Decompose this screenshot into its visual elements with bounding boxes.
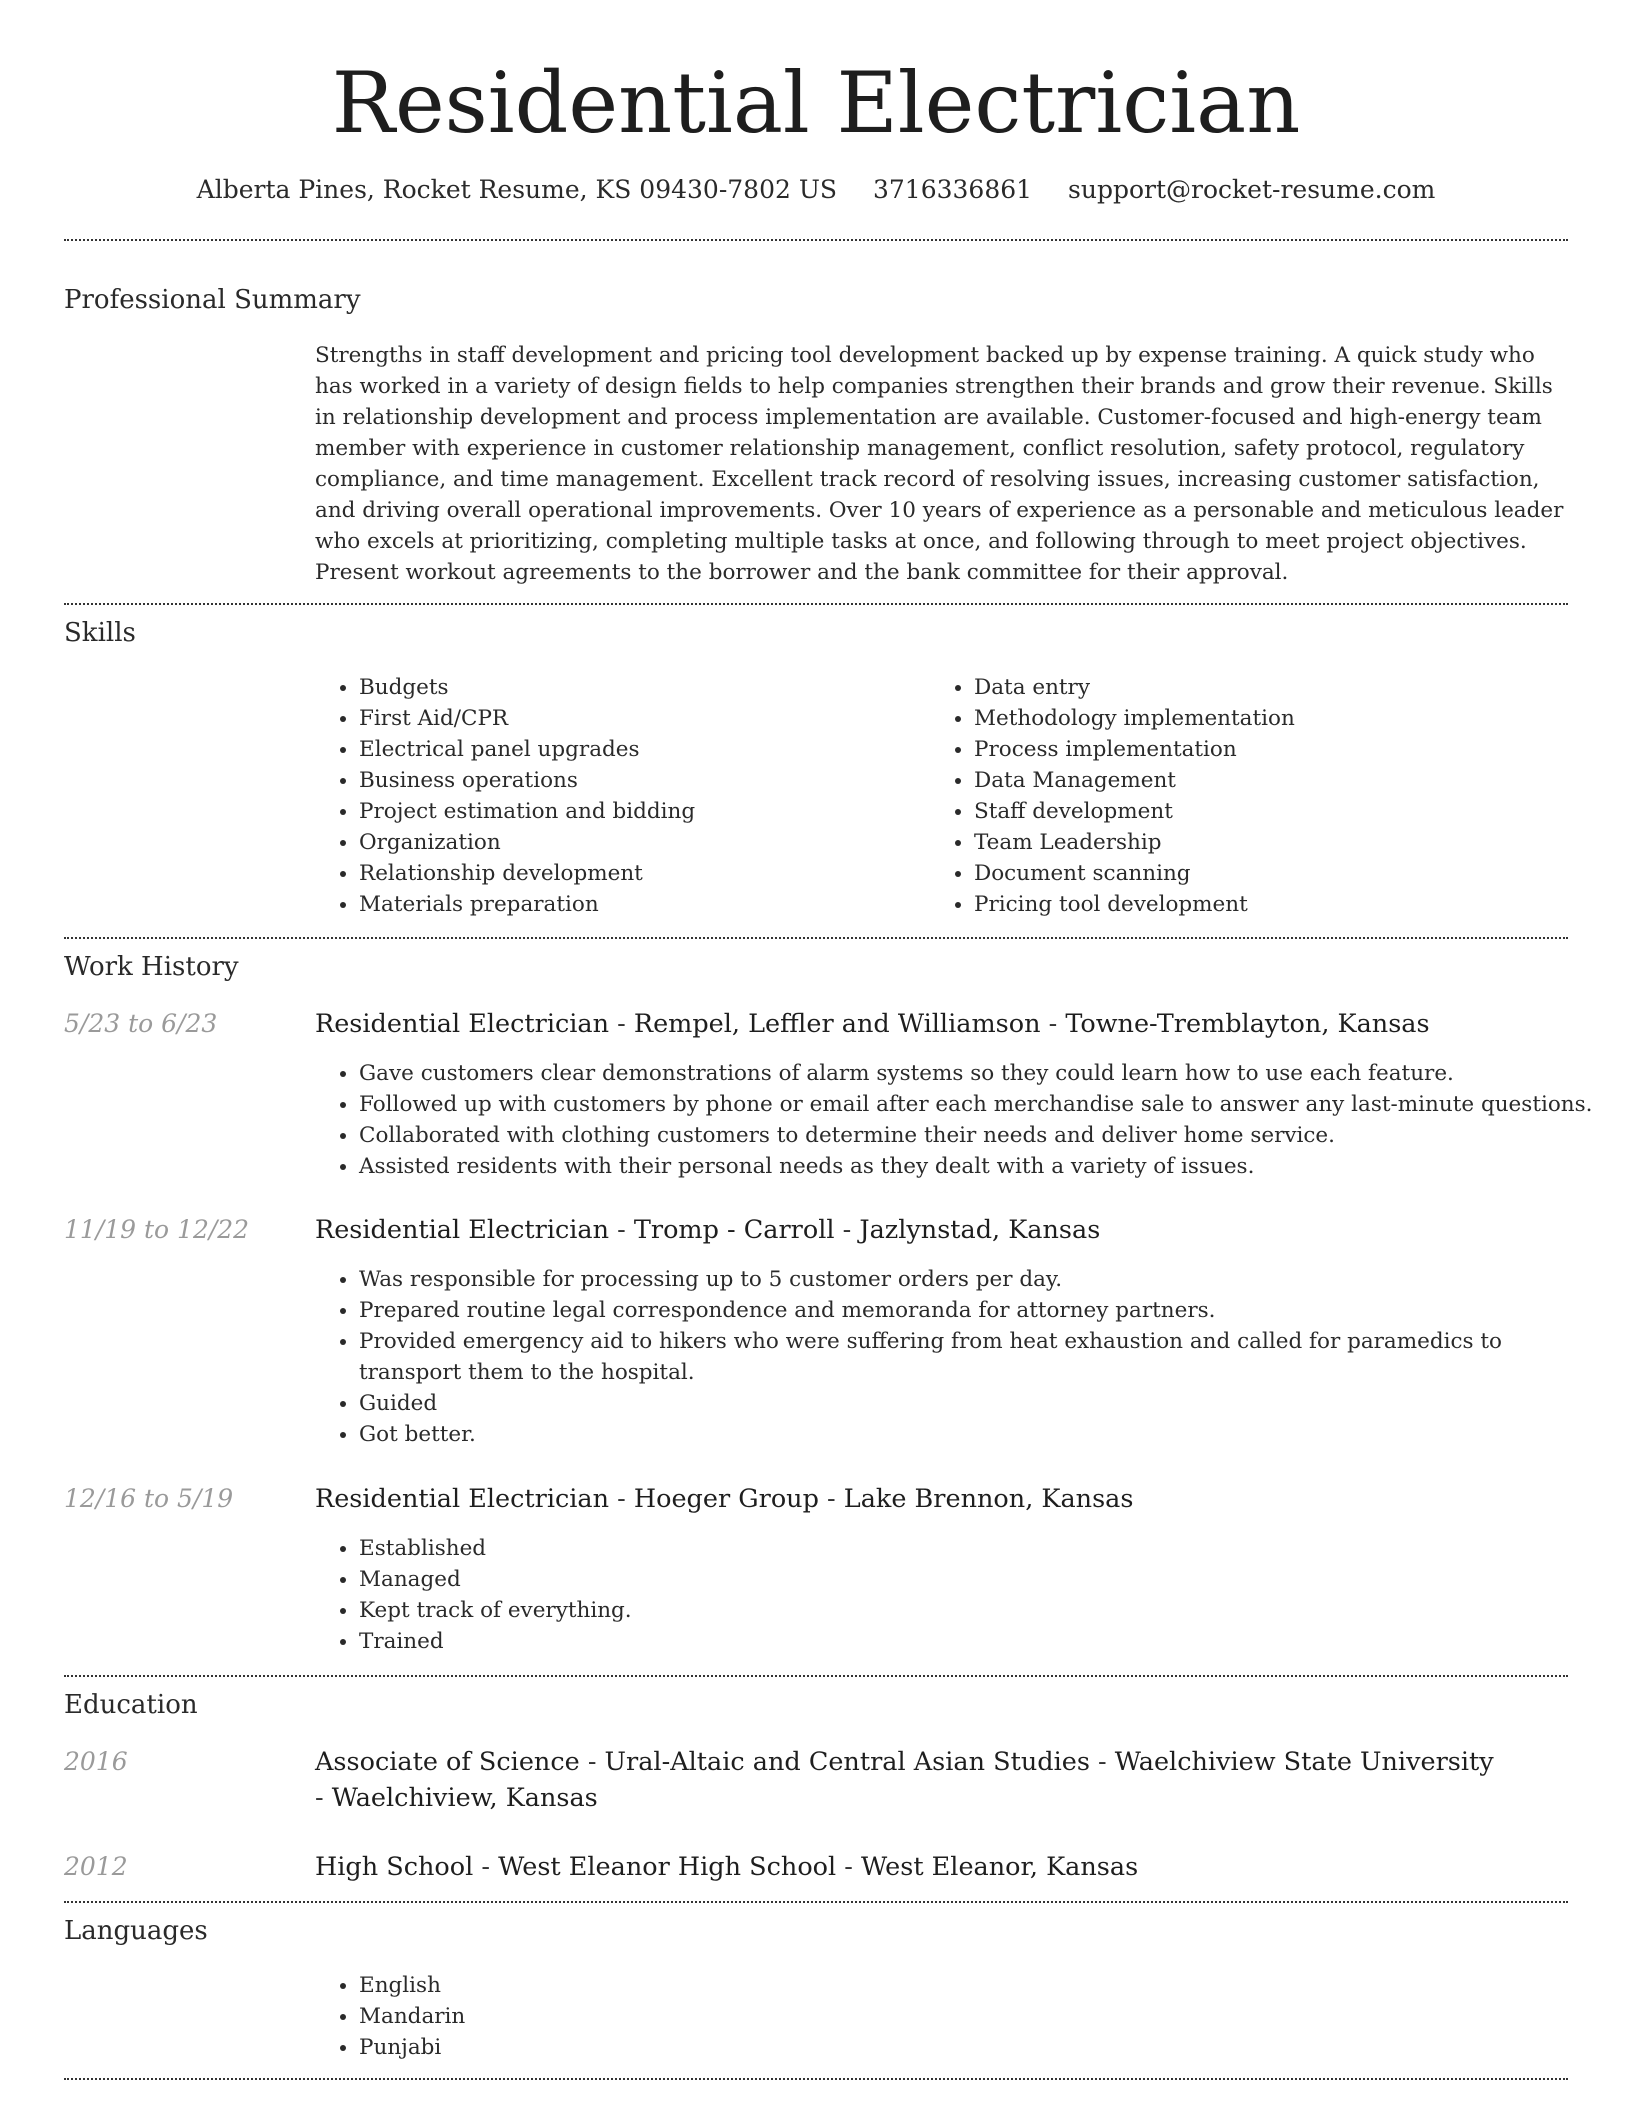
job-location: Jazlynstad, Kansas: [859, 1215, 1101, 1245]
skill-item: • Materials preparation: [359, 889, 919, 920]
education-degree: Associate of Science: [315, 1747, 580, 1777]
education-year: 2012: [64, 1852, 128, 1881]
job-bullets: [315, 1264, 1611, 1450]
job-bullet: • Got better.: [359, 1419, 1611, 1450]
skill-item: • Business operations: [359, 765, 919, 796]
job-company: Hoeger Group: [633, 1484, 819, 1514]
job-bullet: • Trained: [359, 1626, 1611, 1657]
section-title-summary: Professional Summary: [64, 285, 361, 315]
language-item: • English: [359, 1970, 959, 2001]
skill-item: • Team Leadership: [974, 827, 1574, 858]
skill-item: • Relationship development: [359, 858, 919, 889]
divider: [64, 2078, 1568, 2080]
job-bullet: • Was responsible for processing up to 5 customer orders per day.: [359, 1264, 1611, 1295]
education-heading: High School - West Eleanor High School - West Eleanor, Kansas: [315, 1852, 1139, 1882]
skill-item: • Pricing tool development: [974, 889, 1574, 920]
resume-title: Residential Electrician: [331, 54, 1301, 152]
divider: [64, 937, 1568, 939]
skill-item: • Staff development: [974, 796, 1574, 827]
job-dates: 5/23 to 6/23: [64, 1009, 218, 1038]
job-heading: Residential Electrician - Rempel, Leffler and Williamson - Towne-Tremblayton, Kansas: [315, 1009, 1430, 1039]
job-bullet: • Assisted residents with their personal needs as they dealt with a variety of issues.: [359, 1151, 1611, 1182]
job-bullets: [315, 1058, 1611, 1182]
divider: [64, 239, 1568, 241]
education-field: Ural-Altaic and Central Asian Studies: [604, 1747, 1090, 1777]
job-bullets: [315, 1533, 1611, 1657]
job-bullet: • Gave customers clear demonstrations of alarm systems so they could learn how to use each feature.: [359, 1058, 1611, 1089]
language-item: • Punjabi: [359, 2032, 959, 2063]
job-company: Tromp - Carroll: [633, 1215, 835, 1245]
section-title-education: Education: [64, 1690, 198, 1720]
contact-line: [0, 170, 1632, 210]
skills-list-left: [315, 672, 919, 920]
job-bullet: • Followed up with customers by phone or email after each merchandise sale to answer any last-minute questions.: [359, 1089, 1611, 1120]
job-bullet: • Guided: [359, 1388, 1611, 1419]
job-dates: 12/16 to 5/19: [64, 1484, 234, 1513]
skills-list-right: [930, 672, 1574, 920]
job-heading: Residential Electrician - Hoeger Group - Lake Brennon, Kansas: [315, 1484, 1134, 1514]
education-degree: High School: [315, 1852, 474, 1882]
education-heading: Associate of Science - Ural-Altaic and Central Asian Studies - Waelchiview State University - Waelchiview, Kansas: [315, 1747, 1494, 1813]
languages-list: [315, 1970, 959, 2063]
job-role: Residential Electrician: [315, 1215, 610, 1245]
education-year: 2016: [64, 1747, 128, 1776]
education-location: West Eleanor, Kansas: [861, 1852, 1139, 1882]
section-title-work-history: Work History: [64, 952, 239, 982]
divider: [64, 603, 1568, 605]
skill-item: • Project estimation and bidding: [359, 796, 919, 827]
skill-item: • Organization: [359, 827, 919, 858]
job-company: Rempel, Leffler and Williamson: [633, 1009, 1041, 1039]
skill-item: • Data Management: [974, 765, 1574, 796]
job-role: Residential Electrician: [315, 1484, 610, 1514]
job-bullet: • Collaborated with clothing customers to determine their needs and deliver home service.: [359, 1120, 1611, 1151]
education-location: Waelchiview, Kansas: [331, 1783, 598, 1813]
education-school: West Eleanor High School: [498, 1852, 837, 1882]
job-bullet: • Kept track of everything.: [359, 1595, 1611, 1626]
contact-address: Alberta Pines, Rocket Resume, KS 09430-7802 US: [196, 175, 838, 204]
section-title-skills: Skills: [64, 618, 136, 648]
summary-text: Strengths in staff development and pricing tool development backed up by expense training. A quick study who has worked in a variety of design fields to help companies strengthen their brands and grow their revenue. Skills in relationship development and process implementation are available. Customer-focused and high-energy team member with experience in customer relationship management, conflict resolution, safety protocol, regulatory compliance, and time management. Excellent track record of resolving issues, increasing customer satisfaction, and driving overall operational improvements. Over 10 years of experience as a personable and meticulous leader who excels at prioritizing, completing multiple tasks at once, and following through to meet project objectives. Present workout agreements to the borrower and the bank committee for their approval.: [315, 343, 1564, 585]
section-title-languages: Languages: [64, 1916, 208, 1946]
skill-item: • Data entry: [974, 672, 1574, 703]
skill-item: • Methodology implementation: [974, 703, 1574, 734]
job-location: Towne-Tremblayton, Kansas: [1065, 1009, 1430, 1039]
contact-email: support@rocket-resume.com: [1068, 175, 1436, 204]
skill-item: • First Aid/CPR: [359, 703, 919, 734]
skill-item: • Electrical panel upgrades: [359, 734, 919, 765]
divider: [64, 1675, 1568, 1677]
skill-item: • Document scanning: [974, 858, 1574, 889]
contact-phone: 3716336861: [873, 175, 1033, 204]
job-bullet: • Established: [359, 1533, 1611, 1564]
job-role: Residential Electrician: [315, 1009, 610, 1039]
skill-item: • Process implementation: [974, 734, 1574, 765]
skill-item: • Budgets: [359, 672, 919, 703]
job-dates: 11/19 to 12/22: [64, 1215, 250, 1244]
job-bullet: • Managed: [359, 1564, 1611, 1595]
job-heading: Residential Electrician - Tromp - Carroll - Jazlynstad, Kansas: [315, 1215, 1101, 1245]
job-bullet: • Prepared routine legal correspondence and memoranda for attorney partners.: [359, 1295, 1611, 1326]
job-location: Lake Brennon, Kansas: [843, 1484, 1134, 1514]
education-school: Waelchiview State University: [1114, 1747, 1494, 1777]
language-item: • Mandarin: [359, 2001, 959, 2032]
job-bullet: • Provided emergency aid to hikers who were suffering from heat exhaustion and called for paramedics to transport them to the hospital.: [359, 1326, 1611, 1388]
divider: [64, 1901, 1568, 1903]
